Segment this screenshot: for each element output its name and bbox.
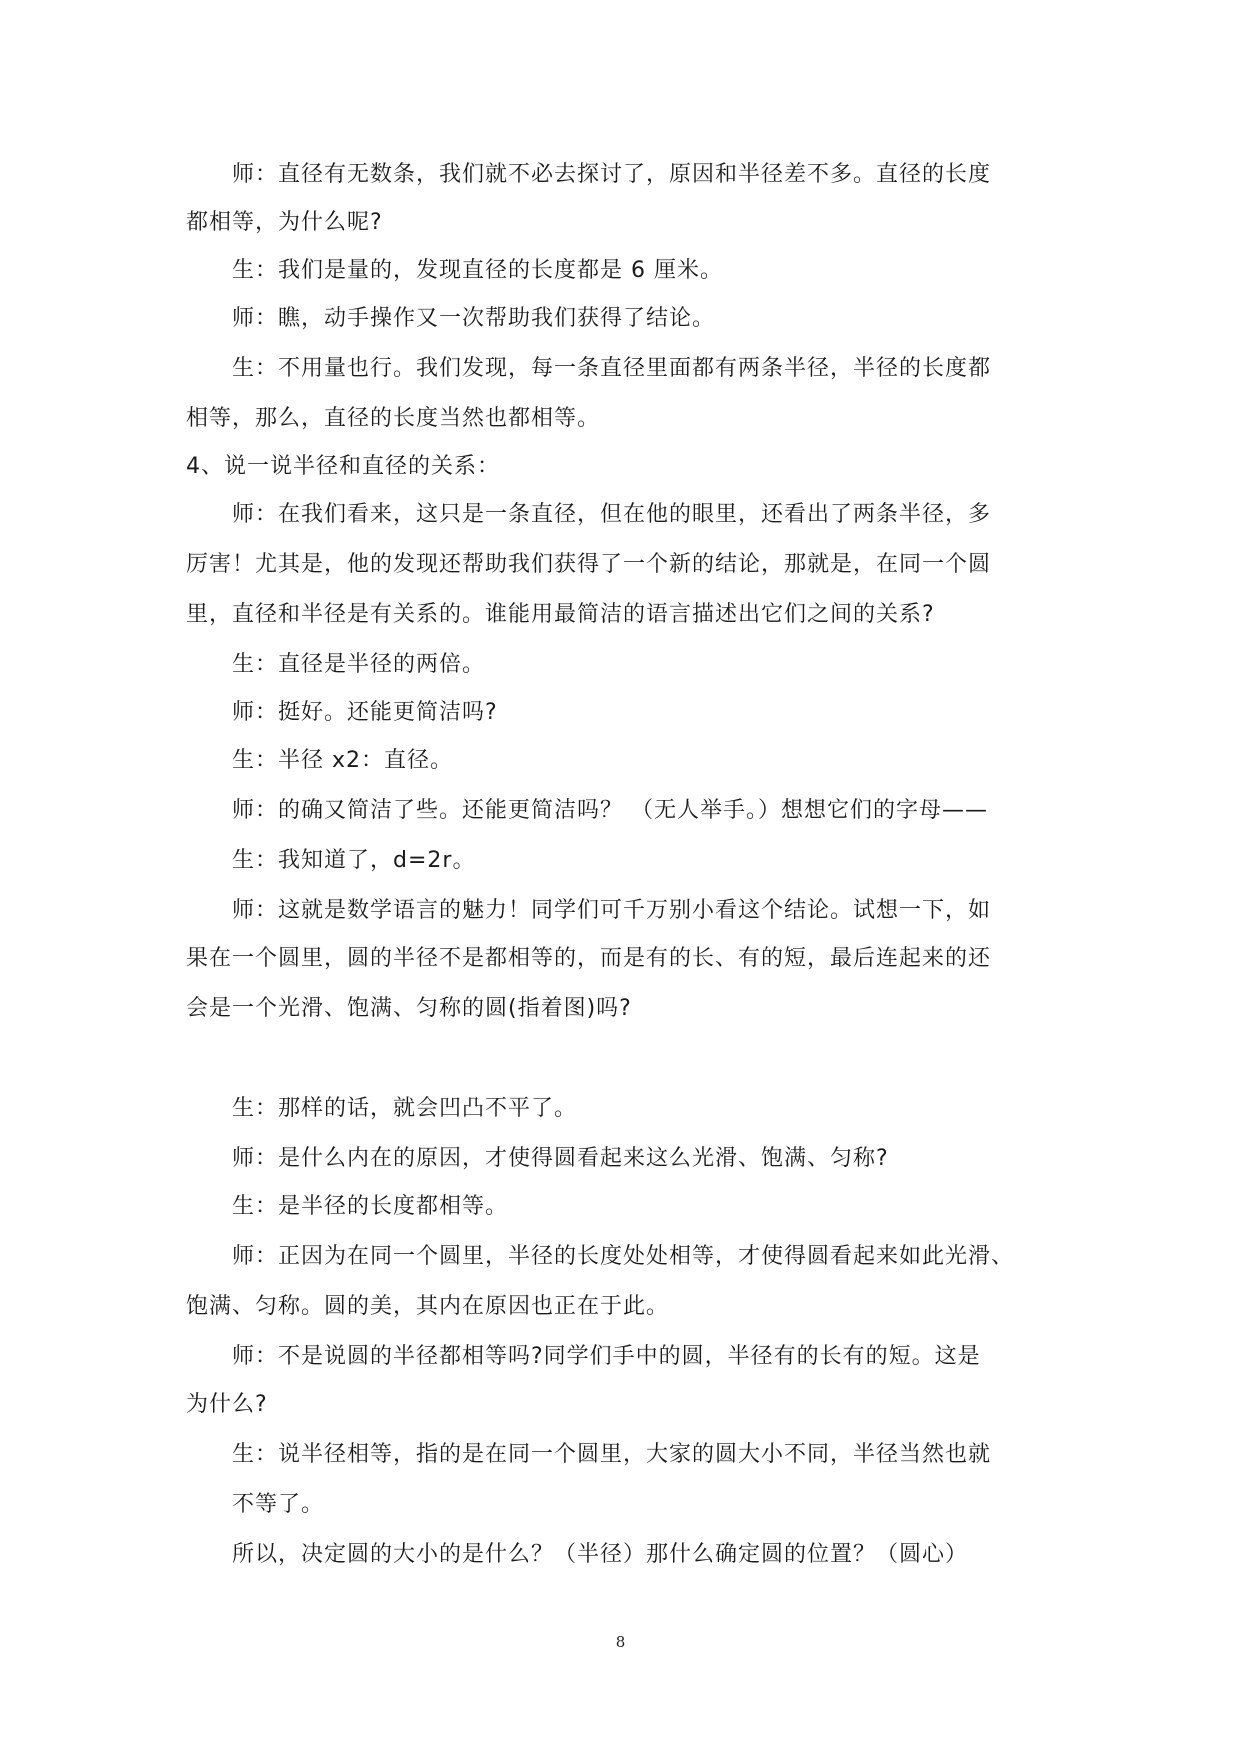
text-line: 生：直径是半径的两倍。: [232, 652, 486, 677]
text-line: 相等，那么，直径的长度当然也都相等。: [186, 406, 601, 431]
text-line: 生：我知道了，d=2r。: [232, 848, 476, 873]
text-line: 师：在我们看来，这只是一条直径，但在他的眼里，还看出了两条半径，多: [232, 502, 992, 527]
text-line: 生：说半径相等，指的是在同一个圆里，大家的圆大小不同，半径当然也就: [232, 1442, 992, 1467]
text-line: 生：是半径的长度都相等。: [232, 1194, 509, 1219]
text-line: 师：瞧，动手操作又一次帮助我们获得了结论。: [232, 306, 716, 331]
text-line: 生：我们是量的，发现直径的长度都是 6 厘米。: [232, 258, 723, 283]
text-line: 厉害！尤其是，他的发现还帮助我们获得了一个新的结论，那就是，在同一个圆: [186, 552, 992, 577]
text-line: 师：是什么内在的原因，才使得圆看起来这么光滑、饱满、匀称?: [232, 1146, 889, 1171]
text-line: 生：半径 x2：直径。: [232, 748, 454, 773]
text-line: 生：那样的话，就会凹凸不平了。: [232, 1096, 578, 1121]
text-line: 师：正因为在同一个圆里，半径的长度处处相等，才使得圆看起来如此光滑、: [232, 1244, 1015, 1269]
text-line: 师：直径有无数条，我们就不必去探讨了，原因和半径差不多。直径的长度: [232, 162, 992, 187]
text-line: 生：不用量也行。我们发现，每一条直径里面都有两条半径，半径的长度都: [232, 356, 992, 381]
text-line: 所以，决定圆的大小的是什么？（半径）那什么确定圆的位置？（圆心）: [232, 1542, 969, 1567]
text-line: 都相等，为什么呢?: [186, 210, 383, 235]
text-line: 师：不是说圆的半径都相等吗?同学们手中的圆，半径有的长有的短。这是: [232, 1344, 981, 1369]
section-heading: 4、说一说半径和直径的关系：: [186, 454, 500, 479]
text-line: 里，直径和半径是有关系的。谁能用最简洁的语言描述出它们之间的关系?: [186, 602, 935, 627]
text-line: 果在一个圆里，圆的半径不是都相等的，而是有的长、有的短，最后连起来的还: [186, 946, 992, 971]
text-line: 为什么?: [186, 1392, 268, 1417]
text-line: 师：这就是数学语言的魅力！同学们可千万别小看这个结论。试想一下，如: [232, 898, 992, 923]
text-line: 师：挺好。还能更简洁吗?: [232, 700, 498, 725]
text-line: 饱满、匀称。圆的美，其内在原因也正在于此。: [186, 1294, 670, 1319]
text-line: 不等了。: [232, 1492, 325, 1517]
text-line: 师：的确又简洁了些。还能更简洁吗？ （无人举手。）想想它们的字母——: [232, 798, 988, 823]
page-number: 8: [615, 1633, 626, 1651]
text-line: 会是一个光滑、饱满、匀称的圆(指着图)吗?: [186, 996, 632, 1021]
